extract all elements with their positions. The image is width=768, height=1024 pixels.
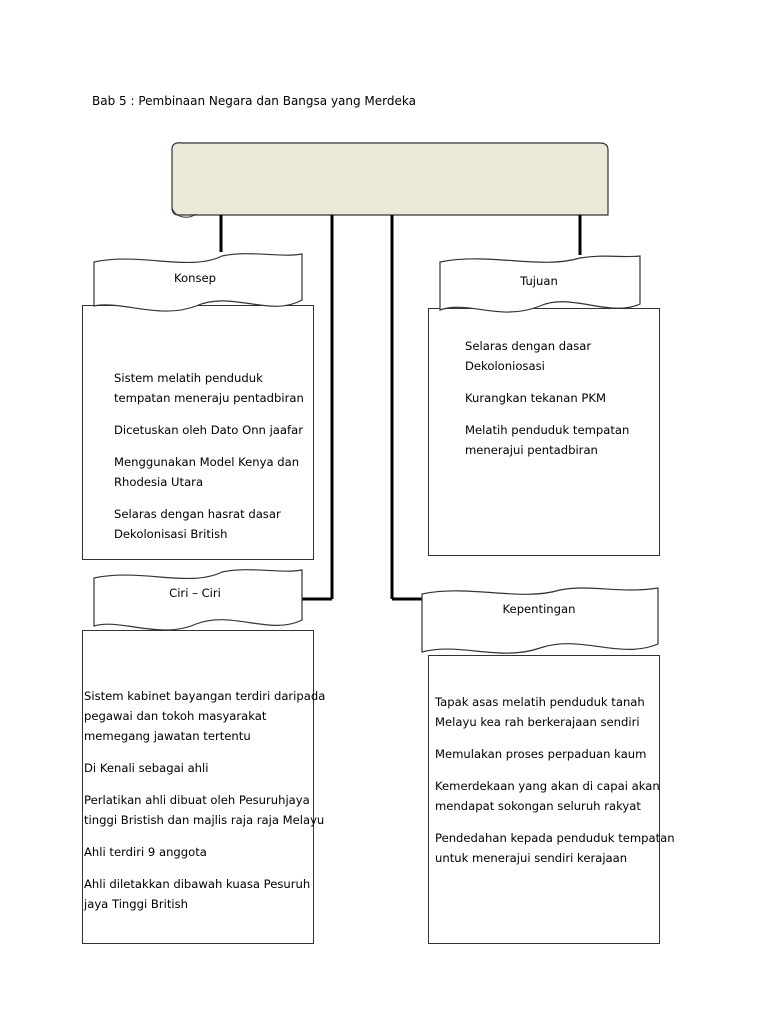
list-item: Memulakan proses perpaduan kaum	[435, 747, 647, 761]
list-item: Kurangkan tekanan PKM	[465, 391, 606, 405]
konsep-list	[114, 368, 320, 556]
header-banner	[172, 143, 608, 215]
ciri-ciri-list	[84, 686, 336, 926]
list-item: Tapak asas melatih penduduk tanah Melayu kea rah berkerajaan sendiri	[435, 695, 645, 729]
ciri-ciri-label: Ciri – Ciri	[169, 586, 221, 600]
list-item: Selaras dengan dasar Dekoloniosasi	[465, 339, 592, 373]
list-item: Kemerdekaan yang akan di capai akan mendapat sokongan seluruh rakyat	[435, 779, 660, 813]
kepentingan-list	[435, 692, 685, 880]
list-item: Pendedahan kepada penduduk tempatan untuk menerajui sendiri kerajaan	[435, 831, 675, 865]
list-item: Perlatikan ahli dibuat oleh Pesuruhjaya tinggi Bristish dan majlis raja raja Melayu	[84, 793, 325, 827]
kepentingan-label: Kepentingan	[502, 602, 576, 616]
list-item: Selaras dengan hasrat dasar Dekolonisasi British	[114, 507, 281, 541]
tujuan-label: Tujuan	[520, 274, 558, 288]
list-item: Di Kenali sebagai ahli	[84, 761, 209, 775]
list-item: Melatih penduduk tempatan menerajui pentadbiran	[465, 423, 630, 457]
list-item: Ahli diletakkan dibawah kuasa Pesuruh jaya Tinggi British	[84, 877, 311, 911]
kepentingan-tab	[422, 588, 658, 653]
page-title: Bab 5 : Pembinaan Negara dan Bangsa yang Merdeka	[92, 94, 416, 108]
list-item: Dicetuskan oleh Dato Onn jaafar	[114, 423, 303, 437]
list-item: Ahli terdiri 9 anggota	[84, 845, 207, 859]
list-item: Sistem melatih penduduk tempatan meneraju pentadbiran	[114, 371, 304, 405]
tujuan-list	[465, 336, 661, 472]
konsep-label: Konsep	[174, 271, 216, 285]
list-item: Menggunakan Model Kenya dan Rhodesia Utara	[114, 455, 300, 489]
list-item: Sistem kabinet bayangan terdiri daripada pegawai dan tokoh masyarakat memegang jawatan tertentu	[84, 689, 326, 743]
